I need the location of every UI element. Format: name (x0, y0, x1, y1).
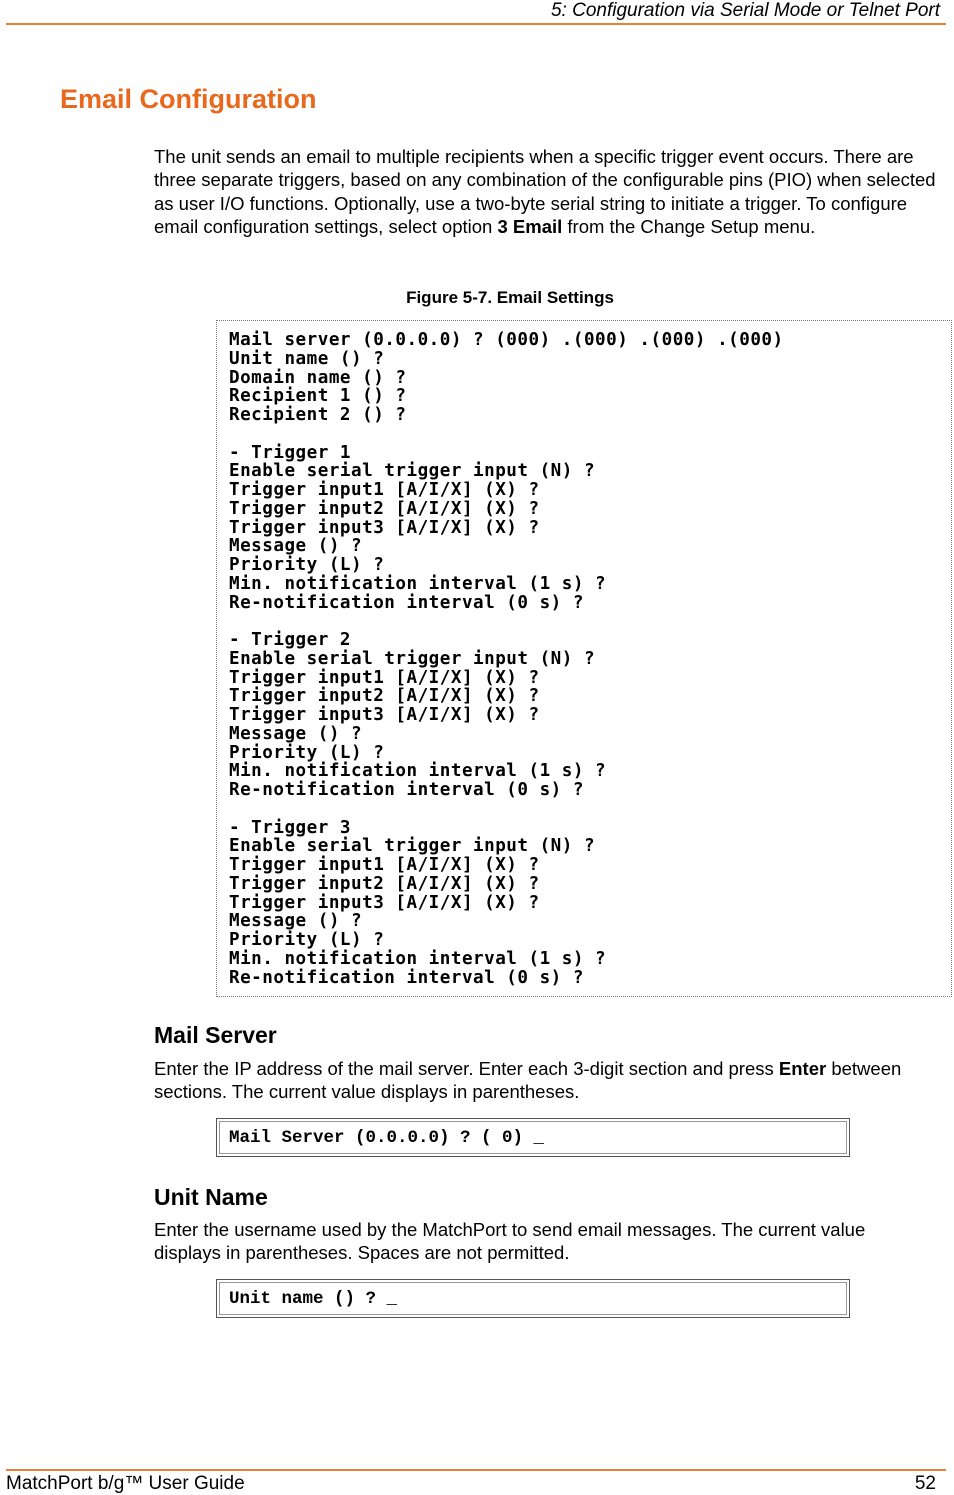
terminal-line: Enable serial trigger input (N) ? (229, 461, 596, 482)
terminal-line: - Trigger 3 (229, 817, 352, 838)
terminal-line: Trigger input2 [A/I/X] (X) ? (229, 498, 540, 519)
terminal-line: Recipient 1 () ? (229, 386, 407, 407)
terminal-line: Trigger input3 [A/I/X] (X) ? (229, 892, 540, 913)
figure-caption: Figure 5-7. Email Settings (406, 288, 614, 307)
intro-bold-option: 3 Email (497, 215, 563, 237)
terminal-line: Re-notification interval (0 s) ? (229, 592, 584, 613)
terminal-line: - Trigger 1 (229, 442, 352, 463)
terminal-line: Priority (L) ? (229, 555, 385, 575)
terminal-line: - Trigger 2 (229, 630, 352, 650)
unit-name-paragraph: Enter the username used by the MatchPort to send email messages. The current value displays in parentheses. Spaces are not permitted. (154, 1219, 866, 1264)
terminal-line: Recipient 2 () ? (229, 405, 407, 425)
header-divider (6, 23, 946, 25)
terminal-line: Re-notification interval (0 s) ? (229, 967, 584, 988)
mail-server-text-2: between sections. The current value displays in parentheses. (154, 1058, 902, 1103)
terminal-line: Trigger input1 [A/I/X] (X) ? (229, 855, 540, 875)
terminal-line: Message () ? (229, 536, 363, 557)
page-number: 52 (914, 1473, 936, 1494)
mail-server-heading: Mail Server (154, 1022, 277, 1048)
unit-name-code: Unit name () ? _ (216, 1279, 850, 1318)
section-title: Email Configuration (60, 84, 317, 114)
terminal-line: Trigger input1 [A/I/X] (X) ? (229, 667, 540, 688)
terminal-text (229, 331, 939, 987)
mail-server-enter-key: Enter (778, 1058, 827, 1079)
intro-text-2: from the Change Setup menu. (562, 215, 816, 237)
mail-server-paragraph (154, 1057, 934, 1104)
terminal-line: Unit name () ? (229, 348, 385, 369)
terminal-line: Message () ? (229, 723, 363, 744)
terminal-line: Message () ? (229, 911, 363, 932)
running-header: 5: Configuration via Serial Mode or Telnet Port (550, 0, 940, 21)
terminal-line: Min. notification interval (1 s) ? (229, 948, 607, 969)
terminal-line: Enable serial trigger input (N) ? (229, 836, 596, 857)
terminal-line: Priority (L) ? (229, 742, 385, 763)
terminal-line: Re-notification interval (0 s) ? (229, 780, 584, 800)
terminal-line: Trigger input3 [A/I/X] (X) ? (229, 517, 540, 538)
intro-paragraph (154, 145, 944, 238)
terminal-line: Trigger input3 [A/I/X] (X) ? (229, 705, 540, 725)
terminal-screenshot (216, 320, 952, 997)
terminal-line: Mail server (0.0.0.0) ? (000) .(000) .(000) .(000) (229, 330, 784, 350)
terminal-line: Enable serial trigger input (N) ? (229, 648, 596, 669)
terminal-line: Min. notification interval (1 s) ? (229, 761, 607, 782)
terminal-line (229, 425, 939, 444)
terminal-line: Trigger input1 [A/I/X] (X) ? (229, 480, 540, 500)
terminal-line: Domain name () ? (229, 367, 407, 388)
footer-divider (6, 1469, 946, 1471)
terminal-line: Trigger input2 [A/I/X] (X) ? (229, 873, 540, 894)
intro-text-1: The unit sends an email to multiple recipients when a specific trigger event occurs. There are three separate triggers, based on any combination of the configurable pins (PIO) when selected as user I/O functions. Optionally, use a two-byte serial string to initiate a trigger. To configure email configuration settings, select option (154, 146, 936, 237)
mail-server-text-1: Enter the IP address of the mail server. Enter each 3-digit section and press (154, 1058, 779, 1079)
terminal-line (229, 800, 939, 819)
footer-guide-title: MatchPort b/g™ User Guide (6, 1473, 245, 1494)
unit-name-heading: Unit Name (154, 1184, 268, 1210)
mail-server-code: Mail Server (0.0.0.0) ? ( 0) _ (216, 1118, 850, 1157)
terminal-line: Min. notification interval (1 s) ? (229, 573, 607, 594)
terminal-line: Priority (L) ? (229, 930, 385, 950)
terminal-line (229, 612, 939, 631)
terminal-line: Trigger input2 [A/I/X] (X) ? (229, 686, 540, 707)
